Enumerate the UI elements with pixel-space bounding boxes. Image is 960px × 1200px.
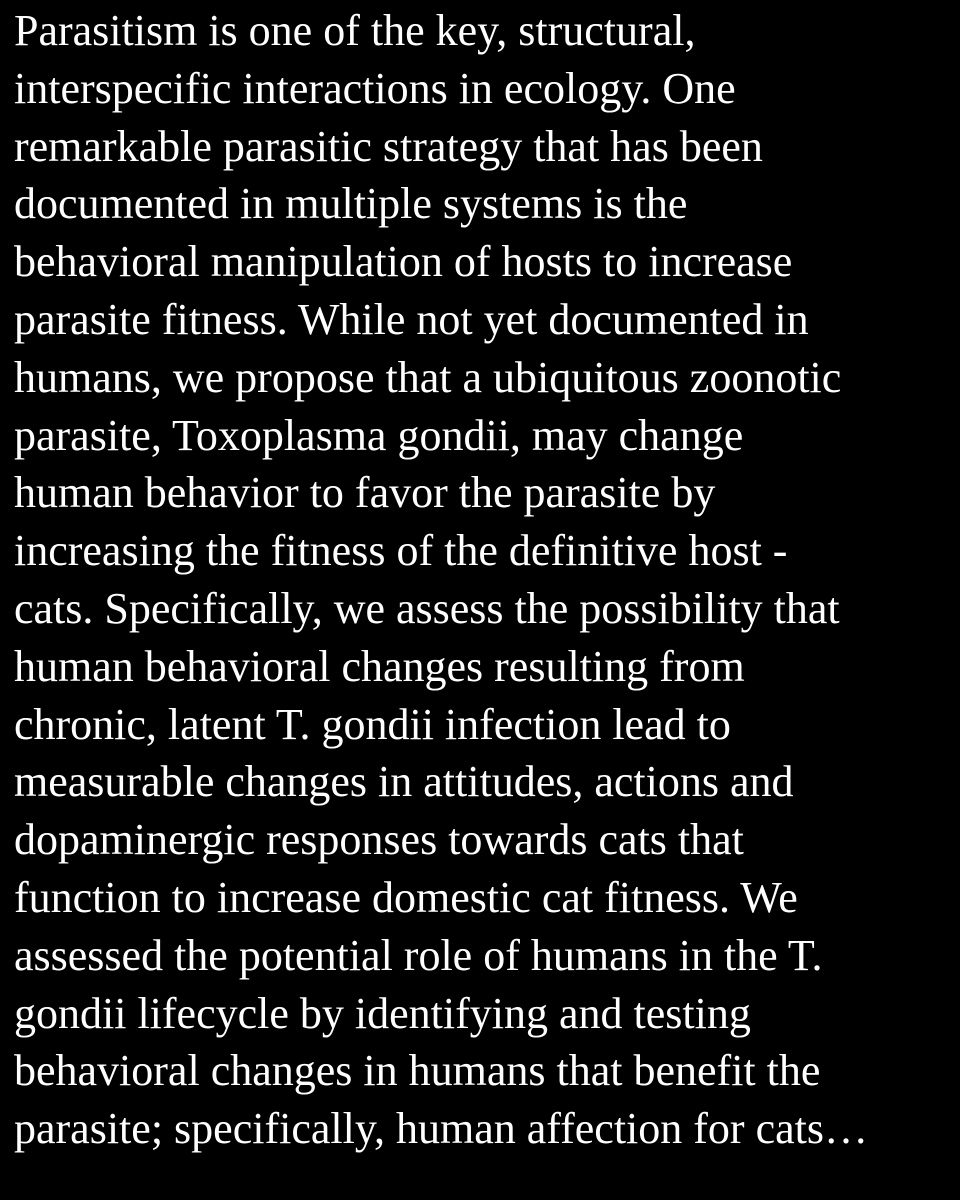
text-line: cats. Specifically, we assess the possibility that	[14, 583, 840, 633]
text-line: documented in multiple systems is the	[14, 179, 688, 229]
text-line: parasite, Toxoplasma gondii, may change	[14, 410, 744, 460]
text-line: parasite; specifically, human affection for cats…	[14, 1104, 868, 1154]
text-line: gondii lifecycle by identifying and testing	[14, 988, 751, 1038]
text-line: behavioral manipulation of hosts to increase	[14, 237, 793, 287]
text-line: humans, we propose that a ubiquitous zoonotic	[14, 352, 842, 402]
text-line: chronic, latent T. gondii infection lead to	[14, 699, 731, 749]
text-line: dopaminergic responses towards cats that	[14, 815, 744, 865]
text-line: human behavioral changes resulting from	[14, 641, 745, 691]
text-line: behavioral changes in humans that benefit the	[14, 1046, 821, 1096]
text-line: parasite fitness. While not yet documented in	[14, 294, 809, 344]
text-line: assessed the potential role of humans in the T.	[14, 930, 823, 980]
text-line: increasing the fitness of the definitive host -	[14, 526, 788, 576]
text-line: Parasitism is one of the key, structural,	[14, 6, 696, 55]
abstract-text	[14, 2, 960, 1158]
text-line: remarkable parasitic strategy that has been	[14, 121, 763, 171]
text-line: human behavior to favor the parasite by	[14, 468, 716, 518]
text-line: measurable changes in attitudes, actions and	[14, 757, 794, 807]
text-line: function to increase domestic cat fitness. We	[14, 872, 798, 922]
text-line: interspecific interactions in ecology. One	[14, 63, 736, 113]
